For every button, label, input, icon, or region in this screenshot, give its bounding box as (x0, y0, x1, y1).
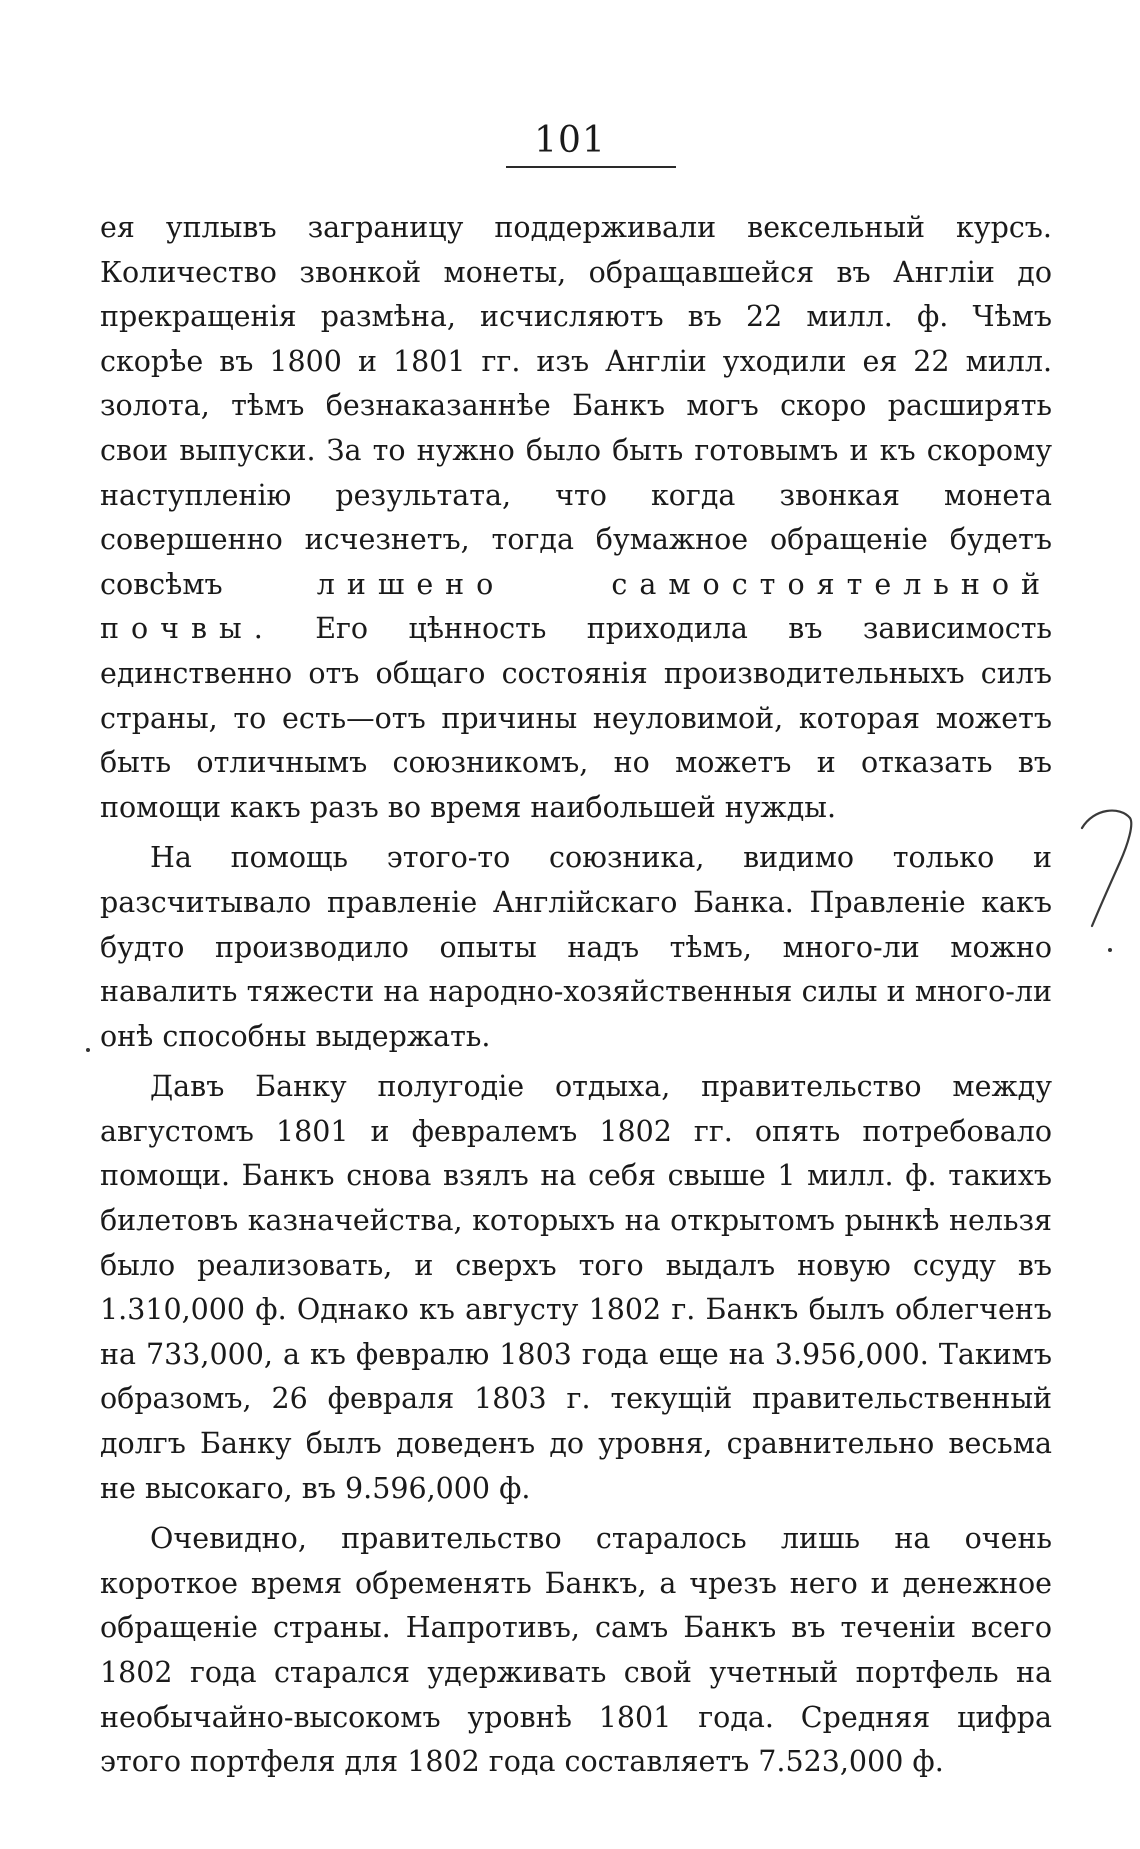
paragraph-1-text-after: Его цѣнность приходила въ зависимость единственно отъ общаго состоянія производительныхъ силъ страны, то есть—отъ причины неуловимой, которая можетъ быть отличнымъ союзникомъ, но можетъ и отказать въ помощи какъ разъ во время наибольшей нужды. (100, 612, 1052, 824)
paragraph-3: Давъ Банку полугодіе отдыха, правительство между августомъ 1801 и февралемъ 1802 гг. опять потребовало помощи. Банкъ снова взялъ на себя свыше 1 милл. ф. такихъ билетовъ казначейства, которыхъ на открытомъ рынкѣ нельзя было реализовать, и сверхъ того выдалъ новую ссуду въ 1.310,000 ф. Однако къ августу 1802 г. Банкъ былъ облегченъ на 733,000, а къ февралю 1803 года еще на 3.956,000. Такимъ образомъ, 26 февраля 1803 г. текущій правительственный долгъ Банку былъ доведенъ до уровня, сравнительно весьма не высокаго, въ 9.596,000 ф. (100, 1070, 1052, 1505)
paragraph-1-text: ея уплывъ заграницу поддерживали вексельный курсъ. Количество звонкой монеты, обращавшейся въ Англіи до прекращенія размѣна, исчисляютъ въ 22 милл. ф. Чѣмъ скорѣе въ 1800 и 1801 гг. изъ Англіи уходили ея 22 милл. золота, тѣмъ безнаказаннѣе Банкъ могъ скоро расширять свои выпуски. За то нужно было быть готовымъ и къ скорому наступленію результата, что когда звонкая монета совершенно исчезнетъ, тогда бумажное обращеніе будетъ совсѣмъ (100, 211, 1052, 601)
margin-dot (1108, 948, 1112, 952)
paragraph-4: Очевидно, правительство старалось лишь на очень короткое время обременять Банкъ, а чрезъ него и денежное обращеніе страны. Напротивъ, самъ Банкъ въ теченіи всего 1802 года старался удерживать свой учетный портфель на необычайно-высокомъ уровнѣ 1801 года. Средняя цифра этого портфеля для 1802 года составляетъ 7.523,000 ф. (100, 1522, 1052, 1779)
page-number: 101 (534, 120, 606, 161)
spaced-phrase: лишено самостоятельной почвы. (100, 567, 1052, 646)
margin-dot (86, 1048, 90, 1052)
paragraph-2: На помощь этого-то союзника, видимо только и разсчитывало правленіе Англійскаго Банка. Правленіе какъ будто производило опыты надъ тѣмъ, много-ли можно навалить тяжести на народно-хозяйственныя силы и много-ли онѣ способны выдержать. (100, 841, 1052, 1053)
body-text (100, 206, 1052, 1785)
page-number-rule (506, 166, 676, 168)
pencil-mark-icon (1076, 804, 1136, 954)
paragraph-1 (100, 206, 1052, 830)
